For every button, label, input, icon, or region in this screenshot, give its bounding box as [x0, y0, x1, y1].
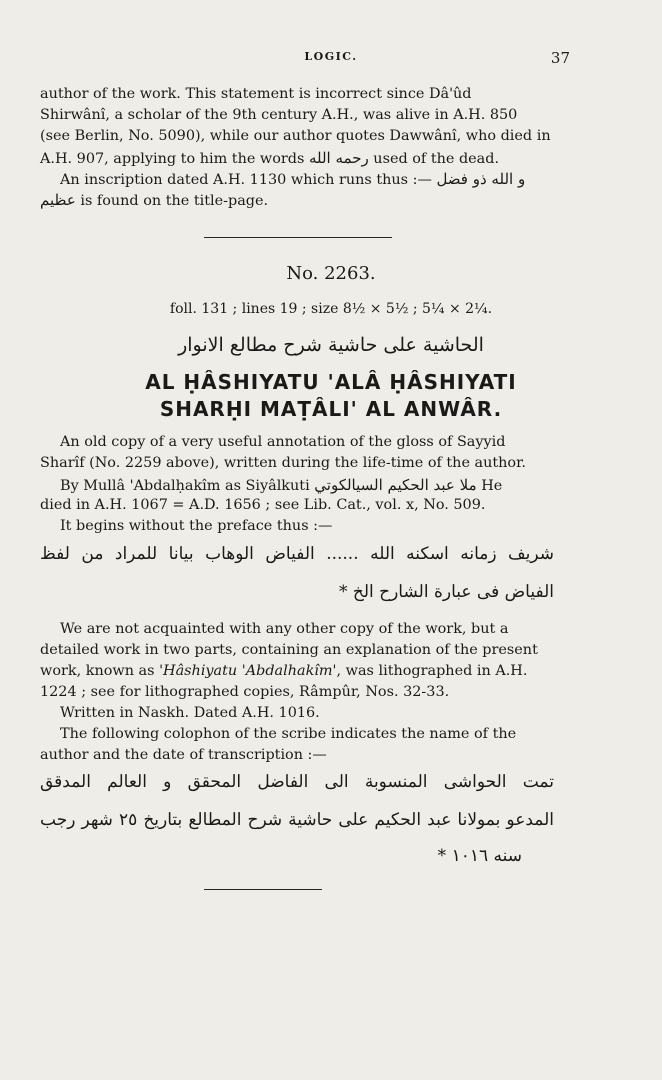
end-divider	[204, 889, 322, 890]
para3-line4: 1224 ; see for lithographed copies, Râmpûr, Nos. 32-33.	[40, 684, 450, 700]
para1-line3: (see Berlin, No. 5090), while our author quotes Dawwânî, who died in	[40, 128, 551, 144]
work-title-italic: Hâshiyatu 'Abdalhakîm	[163, 663, 333, 679]
para2-line3	[60, 476, 574, 494]
para2-line2: Sharîf (No. 2259 above), written during the life-time of the author.	[40, 455, 526, 471]
para2-line5: It begins without the preface thus :—	[60, 518, 333, 534]
arabic-inscription: و الله ذو فضل	[436, 170, 526, 188]
folio-info: foll. 131 ; lines 19 ; size 8½ × 5½ ; 5¼ × 2¼.	[169, 301, 493, 317]
para1-line5	[60, 170, 574, 188]
colophon-line1: تمت الحواشى المنسوبة الى الفاضل المحقق و العالم المدقق	[40, 772, 554, 792]
title-line1: AL ḤÂSHIYATU 'ALÂ ḤÂSHIYATI	[145, 370, 517, 394]
para1-line1: author of the work. This statement is incorrect since Dâ'ûd	[40, 86, 472, 102]
para3-line2: detailed work in two parts, containing an explanation of the present	[40, 642, 538, 658]
para3-line3-end: ', was lithographed in A.H.	[332, 663, 528, 679]
title-line2: SHARḤI MAṬÂLI' AL ANWÂR.	[159, 397, 503, 421]
page-number: 37	[550, 49, 570, 67]
author-arabic-name: ملا عبد الحكيم السيالكوتي	[314, 476, 477, 494]
para3-line7: author and the date of transcription :—	[40, 747, 327, 763]
para1-line6	[40, 191, 554, 209]
para1-line6-text: is found on the title-page.	[80, 193, 269, 209]
arabic-phrase: رحمه الله	[308, 149, 369, 167]
para1-line4	[40, 149, 554, 167]
para1-line4-text: A.H. 907, applying to him the words	[40, 151, 305, 167]
para2-line3-text: By Mullâ 'Abdalḥakîm as Siyâlkuti	[60, 478, 310, 494]
para3-line3	[40, 663, 554, 679]
incipit-line2: الفياض فى عبارة الشارح الخ *	[338, 582, 554, 602]
arabic-title: الحاشية على حاشية شرح مطالع الانوار	[178, 334, 484, 356]
colophon-line3: سنه ١٠١٦ *	[437, 846, 522, 866]
entry-number: No. 2263.	[286, 263, 376, 284]
para3-line1: We are not acquainted with any other copy of the work, but a	[60, 621, 509, 637]
arabic-inscription-end: عظيم	[40, 191, 76, 209]
para1-line2: Shirwânî, a scholar of the 9th century A.H., was alive in A.H. 850	[40, 107, 518, 123]
para2-line1: An old copy of a very useful annotation of the gloss of Sayyid	[60, 434, 506, 450]
running-title: LOGIC.	[304, 50, 358, 63]
para1-line5-text: An inscription dated A.H. 1130 which runs thus :—	[60, 172, 432, 188]
section-divider	[204, 237, 392, 238]
incipit-line1: شريف زمانه اسكنه الله ...... الفياض الوهاب بيانا للمراد من لفظ	[40, 544, 554, 564]
para1-line4-end: used of the dead.	[373, 151, 500, 167]
para3-line5: Written in Naskh. Dated A.H. 1016.	[60, 705, 320, 721]
para2-line3-end: He	[481, 478, 503, 494]
para3-line6: The following colophon of the scribe indicates the name of the	[60, 726, 517, 742]
colophon-line2: المدعو بمولانا عبد الحكيم على حاشية شرح المطالع بتاريخ ٢٥ شهر رجب	[40, 810, 554, 830]
para2-line4: died in A.H. 1067 = A.D. 1656 ; see Lib. Cat., vol. x, No. 509.	[40, 497, 486, 513]
para3-line3-text: work, known as '	[40, 663, 164, 679]
